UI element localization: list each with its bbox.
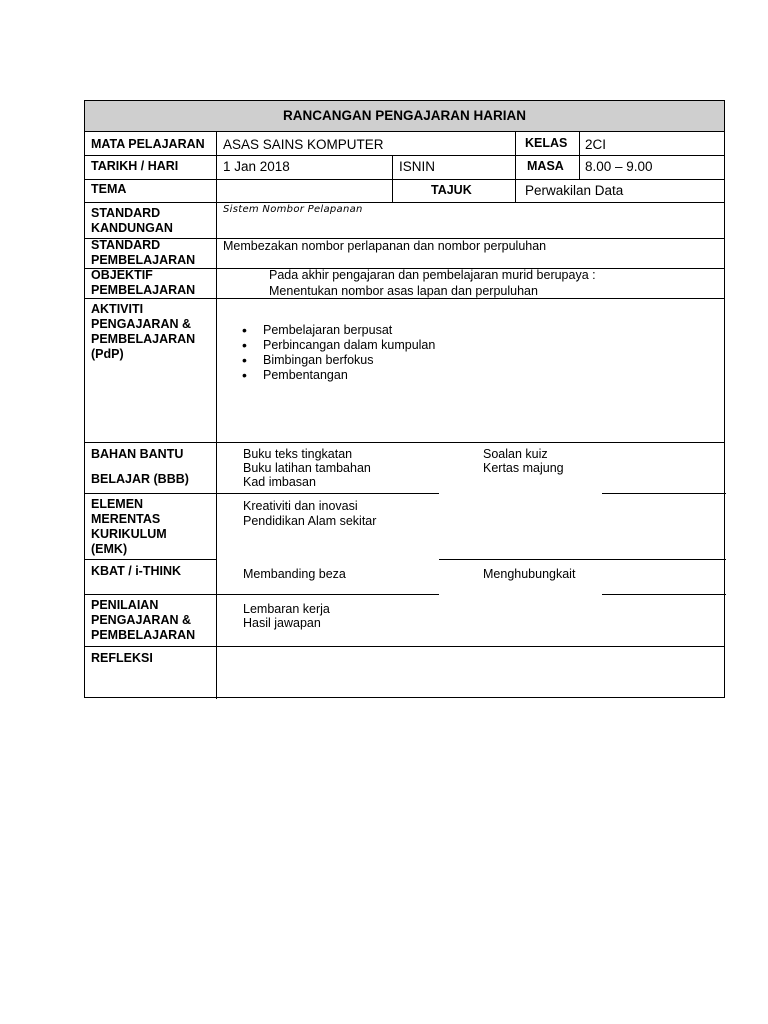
list-item: • Perbincangan dalam kumpulan (263, 338, 435, 353)
tarikh-date: 1 Jan 2018 (223, 159, 290, 174)
tajuk-label: TAJUK (431, 183, 472, 197)
list-item: • Pembentangan (263, 368, 435, 383)
bbb-left-item: Kad imbasan (243, 475, 316, 489)
aktiviti-label-1: AKTIVITI (91, 302, 144, 316)
emk-label-4: (EMK) (91, 542, 128, 556)
tema-label: TEMA (91, 182, 127, 196)
emk-label-2: MERENTAS (91, 512, 161, 526)
row-divider (85, 594, 439, 595)
aktiviti-label-2: PENGAJARAN & (91, 317, 192, 331)
standard-kandungan-value: Sistem Nombor Pelapanan (223, 204, 363, 215)
mata-pelajaran-label: MATA PELAJARAN (91, 137, 205, 151)
row-divider (602, 493, 726, 494)
masa-label: MASA (527, 159, 564, 173)
column-divider (515, 132, 516, 155)
emk-label-3: KURIKULUM (91, 527, 167, 541)
list-item: • Bimbingan berfokus (263, 353, 435, 368)
bbb-label-2: BELAJAR (BBB) (91, 472, 189, 486)
bbb-left-item: Buku latihan tambahan (243, 461, 371, 475)
list-item: • Pembelajaran berpusat (263, 323, 435, 338)
column-divider (515, 155, 516, 202)
row-divider (85, 493, 439, 494)
column-divider (579, 132, 580, 155)
kelas-label: KELAS (525, 136, 568, 150)
standard-pembelajaran-label-2: PEMBELAJARAN (91, 253, 196, 267)
refleksi-label: REFLEKSI (91, 651, 153, 665)
row-divider (85, 646, 724, 647)
aktiviti-list (241, 323, 435, 383)
row-divider (85, 179, 724, 180)
column-divider (392, 155, 393, 202)
lesson-plan-form (84, 100, 725, 698)
standard-kandungan-label-1: STANDARD (91, 206, 161, 220)
bbb-label-1: BAHAN BANTU (91, 447, 184, 461)
kelas-value: 2CI (585, 137, 607, 152)
penilaian-item: Hasil jawapan (243, 616, 321, 630)
bbb-left-item: Buku teks tingkatan (243, 447, 353, 461)
row-divider (439, 559, 726, 560)
form-title: RANCANGAN PENGAJARAN HARIAN (85, 101, 724, 132)
objektif-line-2: Menentukan nombor asas lapan dan perpuluhan (269, 284, 538, 298)
standard-pembelajaran-label-1: STANDARD (91, 238, 161, 252)
column-divider (579, 155, 580, 179)
objektif-line-1: Pada akhir pengajaran dan pembelajaran murid berupaya : (269, 268, 596, 282)
kbat-right: Menghubungkait (483, 567, 576, 581)
aktiviti-label-4: (PdP) (91, 347, 124, 361)
standard-pembelajaran-value: Membezakan nombor perlapanan dan nombor perpuluhan (223, 239, 547, 253)
row-divider (85, 155, 724, 156)
bbb-right-item: Kertas majung (483, 461, 564, 475)
kbat-label: KBAT / i-THINK (91, 564, 182, 578)
penilaian-label-2: PENGAJARAN & (91, 613, 192, 627)
tarikh-day: ISNIN (399, 159, 436, 174)
standard-kandungan-label-2: KANDUNGAN (91, 221, 173, 235)
emk-item: Pendidikan Alam sekitar (243, 514, 377, 528)
penilaian-item: Lembaran kerja (243, 602, 330, 616)
bbb-right-item: Soalan kuiz (483, 447, 548, 461)
tarikh-label: TARIKH / HARI (91, 159, 179, 173)
objektif-label-2: PEMBELAJARAN (91, 283, 196, 297)
masa-value: 8.00 – 9.00 (585, 159, 653, 174)
mata-pelajaran-value: ASAS SAINS KOMPUTER (223, 137, 384, 152)
row-divider (85, 442, 724, 443)
penilaian-label-3: PEMBELAJARAN (91, 628, 196, 642)
kbat-left: Membanding beza (243, 567, 346, 581)
tajuk-value: Perwakilan Data (525, 183, 624, 198)
row-divider (85, 202, 724, 203)
column-divider (216, 132, 217, 699)
aktiviti-label-3: PEMBELAJARAN (91, 332, 196, 346)
row-divider (602, 594, 726, 595)
emk-label-1: ELEMEN (91, 497, 144, 511)
penilaian-label-1: PENILAIAN (91, 598, 159, 612)
row-divider (85, 559, 216, 560)
emk-item: Kreativiti dan inovasi (243, 499, 358, 513)
objektif-label-1: OBJEKTIF (91, 268, 153, 282)
